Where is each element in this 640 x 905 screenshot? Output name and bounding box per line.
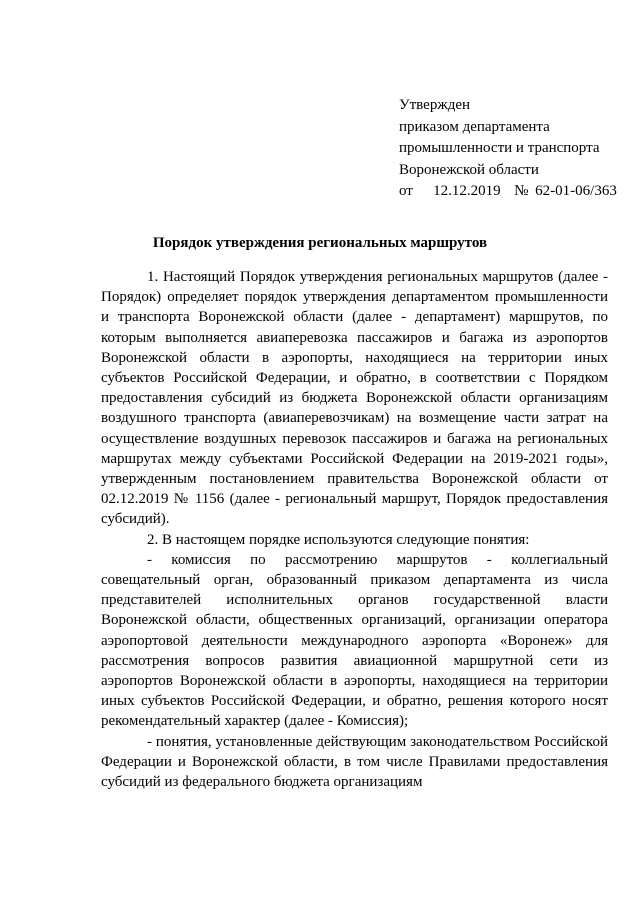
approval-line-date-number: от 12.12.2019 № 62-01-06/363 — [399, 183, 617, 199]
paragraph-2: 2. В настоящем порядке используются следующие понятия: — [147, 531, 530, 548]
paragraph-commission-definition: - комиссия по рассмотрению маршрутов - коллегиальный совещательный орган, образованный приказом департамента из числа представителей исполнительных органов государственной власти Воронежской области, общественных организаций, организации оператора аэропортовой деятельности международного аэропорта «Воронеж» для рассмотрения вопросов развития авиационной маршрутной сети из аэропортов Воронежской области в аэропорты, находящиеся на территории иных субъектов Российской Федерации, и обратно, решения которого носят рекомендательный характер (далее - Комиссия); — [101, 551, 608, 730]
paragraph-1: 1. Настоящий Порядок утверждения региональных маршрутов (далее - Порядок) определяет порядок утверждения департаментом промышленности и транспорта Воронежской области (далее - департамент) маршрутов, по которым выполняется авиаперевозка пассажиров и багажа из аэропортов Воронежской области в аэропорты, находящиеся на территории иных субъектов Российской Федерации, и обратно, в соответствии с Порядком предоставления субсидий из бюджета Воронежской области организациям воздушного транспорта (авиаперевозчикам) на возмещение части затрат на осуществление воздушных перевозок пассажиров и багажа на региональных маршрутах между субъектами Российской Федерации на 2019-2021 годы», утвержденным постановлением правительства Воронежской области от 02.12.2019 № 1156 (далее - региональный маршрут, Порядок предоставления субсидий). — [101, 269, 608, 528]
paragraph-legislation-concepts: - понятия, установленные действующим законодательством Российской Федерации и Воронежской области, в том числе Правилами предоставления субсидий из федерального бюджета организациям — [101, 733, 608, 791]
approval-line-order: приказом департамента — [399, 118, 550, 135]
approval-line-approved: Утвержден — [399, 97, 471, 113]
approval-line-department: промышленности и транспорта — [399, 140, 600, 156]
approval-line-region: Воронежской области — [399, 161, 539, 178]
approval-block — [399, 95, 624, 203]
document-title: Порядок утверждения региональных маршрутов — [152, 235, 488, 251]
document-body — [101, 267, 608, 792]
